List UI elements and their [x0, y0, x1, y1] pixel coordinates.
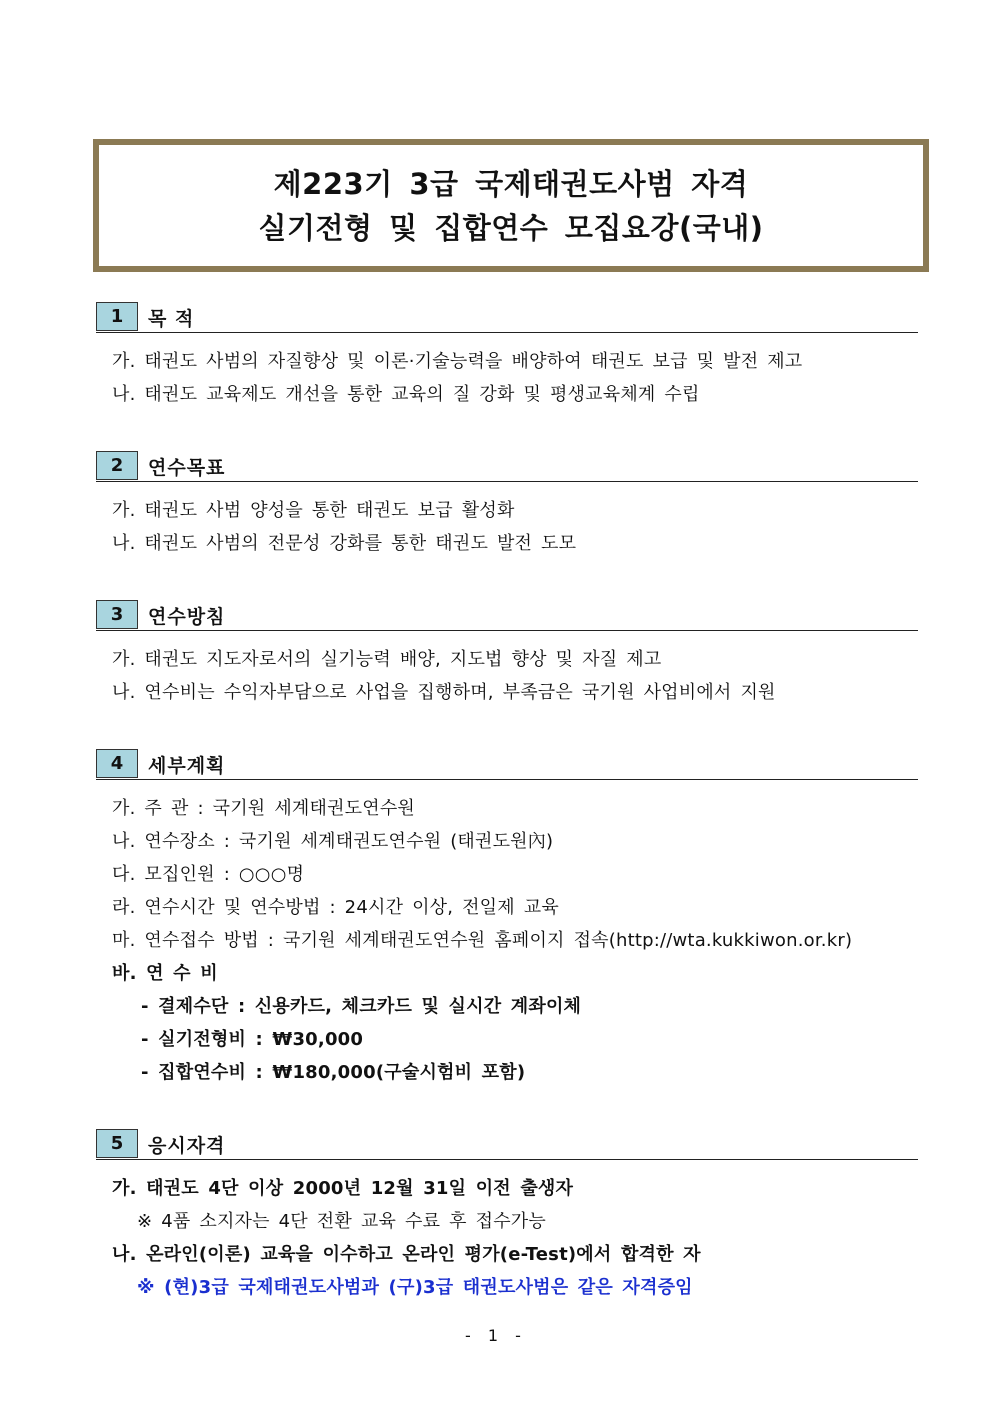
list-item: 가. 태권도 사범의 자질향상 및 이론·기술능력을 배양하여 태권도 보급 및 발전 제고: [112, 351, 803, 372]
section-number: 5: [96, 1129, 138, 1158]
list-note: ※ 4품 소지자는 4단 전환 교육 수료 후 접수가능: [137, 1211, 546, 1232]
section-header-purpose: [96, 302, 918, 333]
section-header-policy: [96, 600, 918, 631]
section-number: 1: [96, 302, 138, 331]
list-item: 다. 모집인원 : ○○○명: [112, 864, 305, 885]
title-line-2: 실기전형 및 집합연수 모집요강(국내): [258, 210, 764, 245]
list-item: 나. 온라인(이론) 교육을 이수하고 온라인 평가(e-Test)에서 합격한 자: [112, 1244, 701, 1265]
list-subitem: - 결제수단 : 신용카드, 체크카드 및 실시간 계좌이체: [141, 996, 582, 1017]
page-number: - 1 -: [465, 1326, 527, 1345]
list-subitem: - 집합연수비 : ₩180,000(구술시험비 포함): [141, 1062, 526, 1083]
section-number: 2: [96, 451, 138, 480]
list-item: 가. 주 관 : 국기원 세계태권도연수원: [112, 798, 416, 819]
list-item: 가. 태권도 4단 이상 2000년 12월 31일 이전 출생자: [112, 1178, 574, 1199]
list-item: 나. 연수장소 : 국기원 세계태권도연수원 (태권도원內): [112, 831, 554, 852]
list-item: 마. 연수접수 방법 : 국기원 세계태권도연수원 홈페이지 접속(http://wta.kukkiwon.or.kr): [112, 930, 853, 951]
section-title: 목 적: [148, 308, 195, 330]
list-item: 나. 태권도 교육제도 개선을 통한 교육의 질 강화 및 평생교육체계 수립: [112, 384, 700, 405]
section-header-goals: [96, 451, 918, 482]
section-number: 3: [96, 600, 138, 629]
list-item-fee-heading: 바. 연 수 비: [112, 963, 218, 984]
section-header-plan: [96, 749, 918, 780]
section-title: 응시자격: [148, 1135, 226, 1157]
document-title-box: [93, 139, 929, 272]
list-item: 나. 연수비는 수익자부담으로 사업을 집행하며, 부족금은 국기원 사업비에서 지원: [112, 682, 776, 703]
list-item: 라. 연수시간 및 연수방법 : 24시간 이상, 전일제 교육: [112, 897, 559, 918]
section-header-eligibility: [96, 1129, 918, 1160]
list-item: 가. 태권도 사범 양성을 통한 태권도 보급 활성화: [112, 500, 515, 521]
list-note-highlight: ※ (현)3급 국제태권도사범과 (구)3급 태권도사범은 같은 자격증임: [137, 1277, 693, 1298]
section-number: 4: [96, 749, 138, 778]
section-title: 세부계획: [148, 755, 226, 777]
list-item: 가. 태권도 지도자로서의 실기능력 배양, 지도법 향상 및 자질 제고: [112, 649, 662, 670]
list-item: 나. 태권도 사범의 전문성 강화를 통한 태권도 발전 도모: [112, 533, 577, 554]
section-title: 연수목표: [148, 457, 226, 479]
title-line-1: 제223기 3급 국제태권도사범 자격: [273, 166, 749, 201]
list-subitem: - 실기전형비 : ₩30,000: [141, 1029, 364, 1050]
section-title: 연수방침: [148, 606, 226, 628]
